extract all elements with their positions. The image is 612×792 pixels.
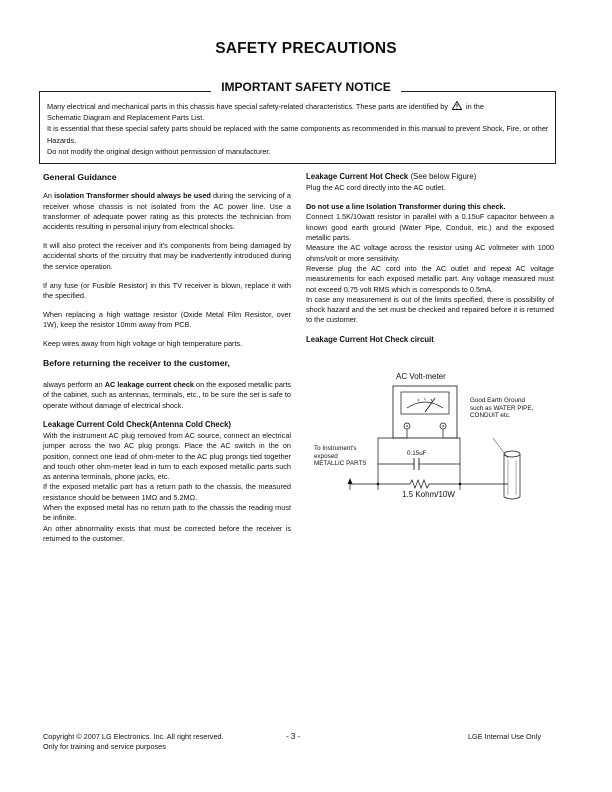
resistor <box>350 480 508 488</box>
resistor-label: 1.5 Kohm/10W <box>402 490 455 499</box>
guidance-para-5: Keep wires away from high voltage or high temperature parts. <box>43 338 243 348</box>
safety-notice-body <box>47 101 551 157</box>
guidance-para-1: An isolation Transformer should always be used during the servicing of a receiver whose chassis is not isolated from the AC power line. Use a transformer of adequate power rating as this protects the technician from accidents resulting in personal injury from electrical shocks. <box>43 191 291 232</box>
right-column <box>306 172 554 346</box>
notice-para-3: Do not modify the original design without permission of manufacturer. <box>47 146 271 156</box>
circuit-drawing <box>308 368 558 508</box>
circuit-heading: Leakage Current Hot Check circuit <box>306 334 434 344</box>
page-number: - 3 - <box>286 732 301 741</box>
instrument-parts-label: To Instrument's exposed METALLIC PARTS <box>314 445 367 468</box>
cold-check-heading: Leakage Current Cold Check(Antenna Cold Check) <box>43 419 232 429</box>
notice-line-1: Many electrical and mechanical parts in this chassis have special safety-related characteristics. These parts are identified by in the <box>47 102 484 111</box>
general-guidance-heading: General Guidance <box>43 172 117 182</box>
guidance-para-3: If any fuse (or Fusible Resistor) in this TV receiver is blown, replace it with the specified. <box>43 280 291 300</box>
notice-para-2: It is essential that these special safety parts should be replaced with the same components as recommended in this manual to prevent Shock, Fire, or other Hazards. <box>47 124 549 145</box>
hot-check-circuit-diagram <box>308 368 558 508</box>
before-returning-heading: Before returning the receiver to the customer, <box>43 357 230 368</box>
hot-check-heading: Leakage Current Hot Check (See below Figure) <box>306 172 477 181</box>
page-title: SAFETY PRECAUTIONS <box>215 40 397 57</box>
guidance-para-4: When replacing a high wattage resistor (Oxide Metal Film Resistor, over 1W), keep the resistor 10mm away from PCB. <box>43 309 291 330</box>
notice-line-2: Schematic Diagram and Replacement Parts List. <box>47 113 205 123</box>
guidance-para-2: It will also protect the receiver and it's components from being damaged by accidental shorts of the circuitry that may be inadvertently introduced during the service operation. <box>43 241 291 271</box>
earth-ground-label: Good Earth Ground such as WATER PIPE, CONDUIT etc. <box>470 397 534 420</box>
hot-check-body: Do not use a line Isolation Transformer during this check. Connect 1.5K/10watt resistor in parallel with a 0.15uF capacitor between a known good earth ground (Water Pipe, Conduit, etc.) and the exposed metallic parts. Measure the AC voltage across the resistor using AC voltmeter with 1000 ohms/volt or more sensitivity. Reverse plug the AC cord into the AC outlet and repeat AC voltage measurements for each exposed metallic part. Any voltage measured must not exceed 0.75 volt RMS which is corresponds to 0.5mA. In case any measurement is out of the limits specified, there is possibility of shock hazard and the set must be checked and repaired before it is returned to the customer. <box>306 202 554 325</box>
leakage-check-para: always perform an AC leakage current check on the exposed metallic parts of the cabinet, such as antennas, terminals, etc., to be sure the set is safe to operate without damage of electrical shock. <box>43 380 292 410</box>
footer-internal-use: LGE Internal Use Only <box>468 732 542 741</box>
warning-triangle-icon <box>452 101 462 110</box>
footer-copyright: Copyright © 2007 LG Electronics. Inc. All right reserved. Only for training and service purposes <box>43 732 224 751</box>
voltmeter-needle <box>425 398 435 412</box>
hot-check-warning: Do not use a line Isolation Transformer during this check. <box>306 202 506 212</box>
voltmeter-label: AC Volt-meter <box>396 372 446 381</box>
water-pipe <box>504 454 520 497</box>
left-column <box>43 172 291 544</box>
capacitor-label: 0.15uF <box>407 450 427 457</box>
cold-check-body: With the instrument AC plug removed from AC source, connect an electrical jumper across the two AC plug prongs. Place the AC switch in the on position, connect one lead of ohm-meter to the AC plug prongs tied together and touch other ohm-meter lead in turn to each exposed metallic parts such as antenna terminals, phone jacks, etc. If the exposed metallic part has a return path to the chassis, the measured resistance should be between 1MΩ and 5.2MΩ. When the exposed metal has no return path to the chassis the reading must be infinite. An other abnormality exists that must be corrected before the receiver is returned to the customer. <box>43 430 291 543</box>
probe-arrow <box>348 478 353 484</box>
hot-check-para-0: Plug the AC cord directly into the AC outlet. <box>306 183 446 193</box>
voltmeter-dial <box>401 392 449 414</box>
safety-notice-title: IMPORTANT SAFETY NOTICE <box>0 78 612 96</box>
